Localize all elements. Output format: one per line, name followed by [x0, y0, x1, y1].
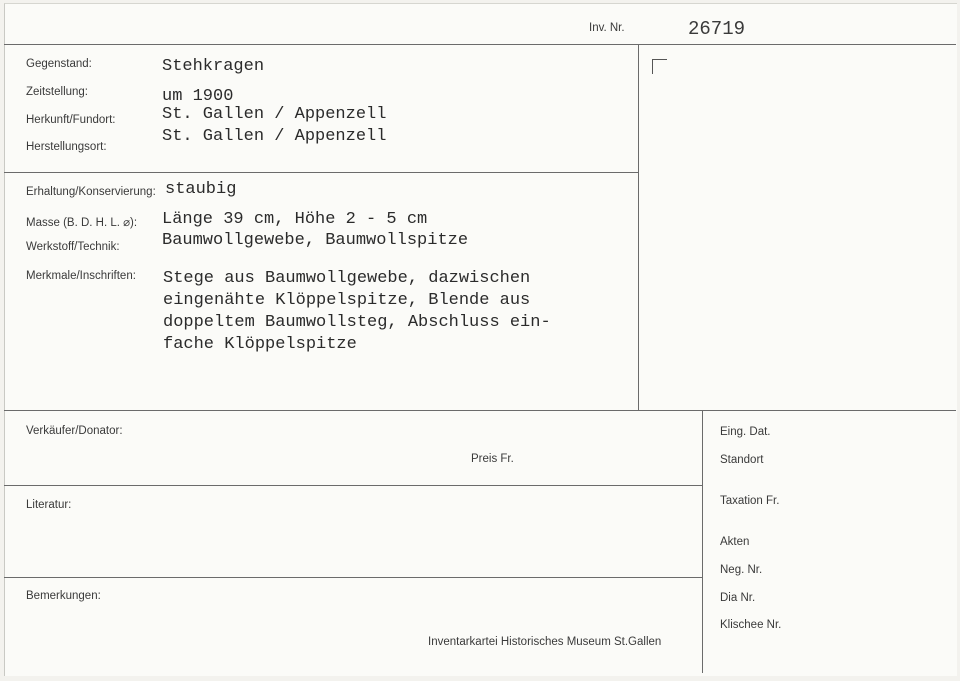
neg-nr-label: Neg. Nr. — [720, 564, 763, 576]
erhaltung-label: Erhaltung/Konservierung: — [26, 186, 156, 198]
inv-nr-value: 26719 — [688, 18, 746, 40]
herstellungsort-value: St. Gallen / Appenzell — [162, 127, 387, 146]
werkstoff-value: Baumwollgewebe, Baumwollspitze — [162, 231, 469, 250]
divider-object-section — [4, 172, 638, 173]
merkmale-line-3: doppeltem Baumwollsteg, Abschluss ein- — [163, 313, 551, 332]
divider-remarks — [4, 577, 702, 578]
divider-middle — [4, 410, 956, 411]
zeitstellung-label: Zeitstellung: — [26, 86, 89, 98]
werkstoff-label: Werkstoff/Technik: — [26, 241, 120, 253]
merkmale-line-4: fache Klöppelspitze — [163, 335, 357, 354]
inventory-card — [4, 3, 957, 676]
gegenstand-label: Gegenstand: — [26, 58, 92, 70]
inv-nr-label: Inv. Nr. — [589, 22, 625, 34]
divider-admin-column — [702, 410, 703, 673]
preis-label: Preis Fr. — [471, 453, 514, 465]
bemerkungen-label: Bemerkungen: — [26, 590, 101, 602]
herkunft-value: St. Gallen / Appenzell — [162, 105, 387, 124]
verkaeufer-label: Verkäufer/Donator: — [26, 425, 123, 437]
eing-dat-label: Eing. Dat. — [720, 426, 771, 438]
standort-label: Standort — [720, 454, 764, 466]
klischee-nr-label: Klischee Nr. — [720, 619, 782, 631]
merkmale-label: Merkmale/Inschriften: — [26, 270, 136, 282]
divider-literature — [4, 485, 702, 486]
divider-photo-field — [638, 44, 639, 411]
akten-label: Akten — [720, 536, 750, 548]
merkmale-line-2: eingenähte Klöppelspitze, Blende aus — [163, 291, 531, 310]
literatur-label: Literatur: — [26, 499, 72, 511]
dia-nr-label: Dia Nr. — [720, 592, 756, 604]
divider-top — [4, 44, 956, 45]
merkmale-line-1: Stege aus Baumwollgewebe, dazwischen — [163, 269, 531, 288]
herstellungsort-label: Herstellungsort: — [26, 141, 107, 153]
erhaltung-value: staubig — [165, 180, 237, 199]
photo-corner-mark — [652, 59, 667, 74]
zeitstellung-value: um 1900 — [162, 87, 234, 106]
gegenstand-value: Stehkragen — [162, 57, 265, 76]
herkunft-label: Herkunft/Fundort: — [26, 114, 116, 126]
taxation-label: Taxation Fr. — [720, 495, 780, 507]
masse-label: Masse (B. D. H. L. ⌀): — [26, 217, 138, 229]
masse-value: Länge 39 cm, Höhe 2 - 5 cm — [162, 210, 428, 229]
museum-footer: Inventarkartei Historisches Museum St.Gallen — [428, 636, 662, 648]
